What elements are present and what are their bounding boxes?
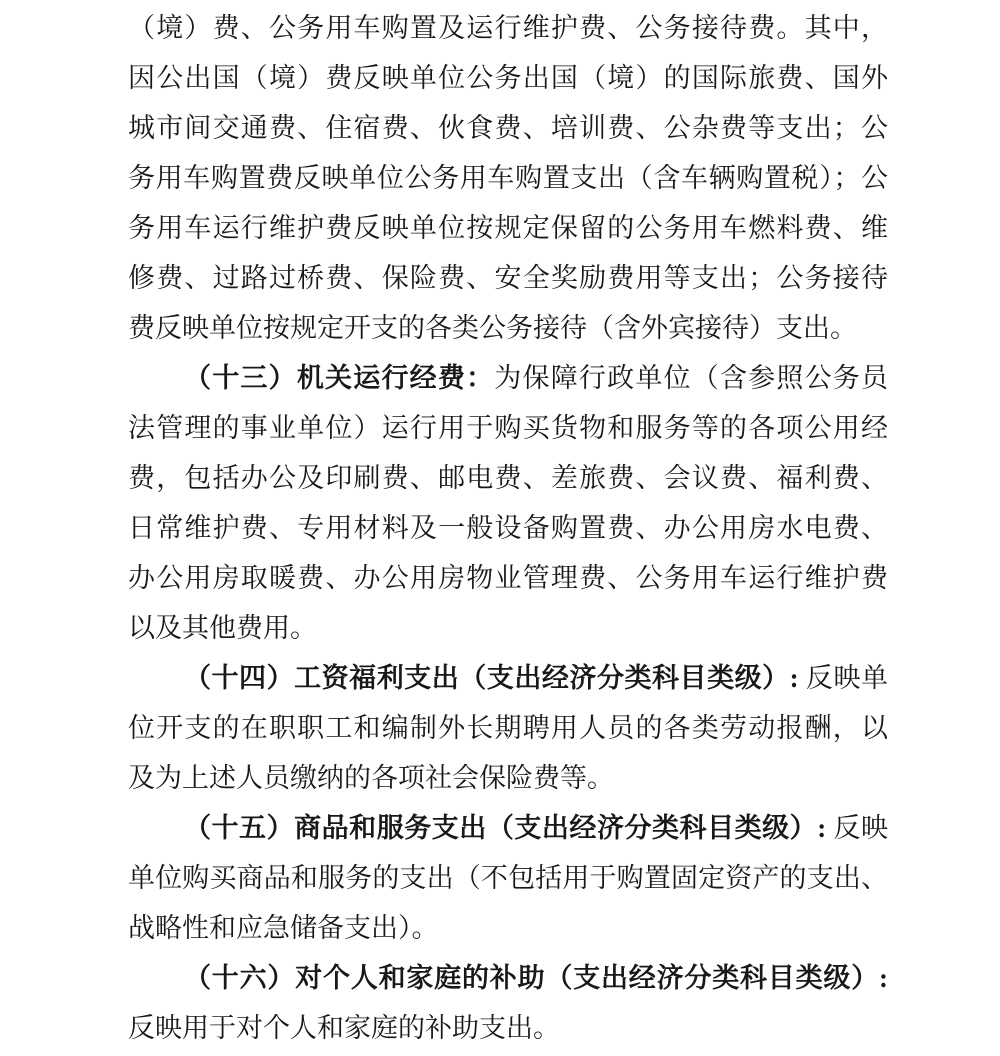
- body-text-segment: 务用车购置费反映单位公务用车购置支出（含车辆购置税）；公: [128, 163, 888, 193]
- text-line: [128, 603, 888, 653]
- body-text-segment: 费反映单位按规定开支的各类公务接待（含外宾接待）支出。: [128, 313, 857, 343]
- body-text-segment: 反映用于对个人和家庭的补助支出。: [128, 1013, 560, 1043]
- body-text-segment: 以及其他费用。: [128, 613, 317, 643]
- body-text-segment: 法管理的事业单位）运行用于购买货物和服务等的各项公用经: [128, 413, 888, 443]
- text-line: [128, 703, 888, 753]
- body-text-segment: 反映单: [798, 663, 888, 693]
- text-line: [128, 903, 888, 953]
- body-text-segment: 为保障行政单位（含参照公务员: [494, 363, 888, 393]
- section-heading-segment: （十三）机关运行经费：: [184, 363, 495, 393]
- body-text-segment: 反映: [826, 813, 888, 843]
- text-line: [128, 353, 888, 403]
- body-text-segment: 位开支的在职职工和编制外长期聘用人员的各类劳动报酬，以: [128, 713, 888, 743]
- text-line: [128, 503, 888, 553]
- text-line: [128, 303, 888, 353]
- section-heading-segment: （十六）对个人和家庭的补助（支出经济分类科目类级）:: [184, 963, 888, 993]
- body-text-segment: 因公出国（境）费反映单位公务出国（境）的国际旅费、国外: [128, 63, 888, 93]
- text-line: [128, 753, 888, 803]
- text-line: [128, 953, 888, 1003]
- text-line: [128, 453, 888, 503]
- document-body: [128, 3, 888, 1053]
- text-line: [128, 3, 888, 53]
- text-line: [128, 553, 888, 603]
- text-line: [128, 403, 888, 453]
- section-heading-segment: （十五）商品和服务支出（支出经济分类科目类级）:: [184, 813, 827, 843]
- body-text-segment: 城市间交通费、住宿费、伙食费、培训费、公杂费等支出；公: [128, 113, 888, 143]
- body-text-segment: 单位购买商品和服务的支出（不包括用于购置固定资产的支出、: [128, 863, 888, 893]
- text-line: [128, 653, 888, 703]
- body-text-segment: （境）费、公务用车购置及运行维护费、公务接待费。其中，: [128, 13, 888, 43]
- section-heading-segment: （十四）工资福利支出（支出经济分类科目类级）:: [184, 663, 799, 693]
- body-text-segment: 务用车运行维护费反映单位按规定保留的公务用车燃料费、维: [128, 213, 888, 243]
- body-text-segment: 及为上述人员缴纳的各项社会保险费等。: [128, 763, 614, 793]
- text-line: [128, 853, 888, 903]
- text-line: [128, 1003, 888, 1053]
- text-line: [128, 253, 888, 303]
- text-line: [128, 203, 888, 253]
- text-line: [128, 103, 888, 153]
- body-text-segment: 修费、过路过桥费、保险费、安全奖励费用等支出；公务接待: [128, 263, 888, 293]
- text-line: [128, 803, 888, 853]
- body-text-segment: 日常维护费、专用材料及一般设备购置费、办公用房水电费、: [128, 513, 888, 543]
- body-text-segment: 费，包括办公及印刷费、邮电费、差旅费、会议费、福利费、: [128, 463, 888, 493]
- text-line: [128, 53, 888, 103]
- body-text-segment: 办公用房取暖费、办公用房物业管理费、公务用车运行维护费: [128, 563, 888, 593]
- text-line: [128, 153, 888, 203]
- body-text-segment: 战略性和应急储备支出）。: [128, 913, 439, 943]
